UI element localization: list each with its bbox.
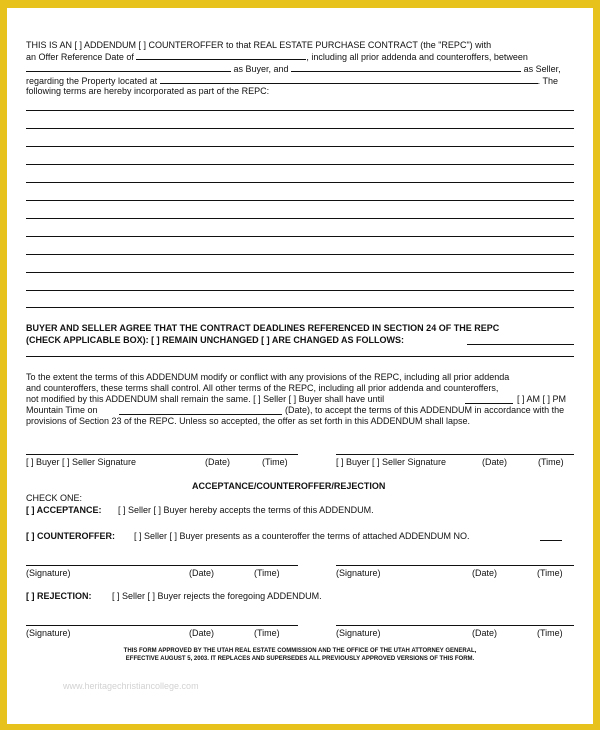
intro-line-1: THIS IS AN [ ] ADDENDUM [ ] COUNTEROFFER to that REAL ESTATE PURCHASE CONTRACT (the "REPC") with — [26, 40, 492, 50]
deadlines-line-1: BUYER AND SELLER AGREE THAT THE CONTRACT DEADLINES REFERENCED IN SECTION 24 OF THE REPC — [26, 323, 500, 333]
buyer-name-field[interactable] — [26, 63, 231, 72]
counteroffer-checkbox[interactable]: [ ] COUNTEROFFER: — [26, 531, 115, 541]
addendum-number-field[interactable] — [540, 540, 562, 541]
counteroffer-text: [ ] Seller [ ] Buyer presents as a counteroffer the terms of attached ADDENDUM NO. — [134, 531, 470, 541]
intro-line-2-suffix: , including all prior addenda and counteroffers, between — [306, 52, 528, 62]
addendum-form-page — [7, 8, 593, 724]
intro-line-5: following terms are hereby incorporated as part of the REPC: — [26, 86, 270, 96]
signature-line-right[interactable] — [336, 625, 574, 626]
signature-line-left[interactable] — [26, 454, 298, 455]
footer-line-1: THIS FORM APPROVED BY THE UTAH REAL ESTATE COMMISSION AND THE OFFICE OF THE UTAH ATTORNEY GENERAL, — [123, 648, 477, 654]
date-label: (Date) — [189, 628, 215, 638]
terms-line-4: (Date), to accept the terms of this ADDENDUM in accordance with the — [285, 405, 565, 415]
signature-line-right[interactable] — [336, 454, 574, 455]
date-label: (Date) — [472, 568, 498, 578]
date-label: (Date) — [472, 628, 498, 638]
rejection-text: [ ] Seller [ ] Buyer rejects the foregoing ADDENDUM. — [112, 591, 322, 601]
intro-line-3 — [26, 63, 561, 75]
buyer-label: as Buyer, and — [233, 64, 289, 74]
terms-line-3: not modified by this ADDENDUM shall remain the same. [ ] Seller [ ] Buyer shall have until — [26, 394, 385, 404]
date-label: (Date) — [189, 568, 215, 578]
signature-line-left[interactable] — [26, 565, 298, 566]
term-line[interactable] — [26, 128, 574, 129]
signature-label: (Signature) — [26, 568, 71, 578]
deadlines-change-field[interactable] — [467, 344, 574, 345]
signature-label: (Signature) — [336, 568, 381, 578]
date-label: (Date) — [482, 457, 508, 467]
term-line[interactable] — [26, 164, 574, 165]
time-label: (Time) — [538, 457, 564, 467]
term-line[interactable] — [26, 236, 574, 237]
terms-line-4-label: Mountain Time on — [26, 405, 98, 415]
acceptance-heading: ACCEPTANCE/COUNTEROFFER/REJECTION — [192, 481, 386, 491]
terms-line-5: provisions of Section 23 of the REPC. Unless so accepted, the offer as set forth in this ADDENDUM shall lapse. — [26, 416, 471, 426]
term-line[interactable] — [26, 218, 574, 219]
signature-label: (Signature) — [26, 628, 71, 638]
signature-line-left[interactable] — [26, 625, 298, 626]
terms-line-2: and counteroffers, these terms shall control. All other terms of the REPC, including all prior addenda and counteroffers, — [26, 383, 499, 393]
footer-line-2: EFFECTIVE AUGUST 5, 2003. IT REPLACES AND SUPERSEDES ALL PREVIOUSLY APPROVED VERSIONS OF THIS FORM. — [125, 656, 475, 662]
check-one-label: CHECK ONE: — [26, 493, 83, 503]
terms-line-1: To the extent the terms of this ADDENDUM modify or conflict with any provisions of the REPC, including all prior addenda — [26, 372, 510, 382]
deadlines-line-2: (CHECK APPLICABLE BOX): [ ] REMAIN UNCHANGED [ ] ARE CHANGED AS FOLLOWS: — [26, 335, 404, 345]
time-label: (Time) — [254, 628, 280, 638]
property-address-field[interactable] — [160, 75, 538, 84]
term-line[interactable] — [26, 307, 574, 308]
term-line[interactable] — [26, 200, 574, 201]
time-label: (Time) — [537, 568, 563, 578]
deadlines-change-line[interactable] — [26, 356, 574, 357]
deadline-date-field[interactable] — [119, 414, 282, 415]
watermark: www.heritagechristiancollege.com — [63, 681, 199, 691]
buyer-seller-signature-label-right: [ ] Buyer [ ] Seller Signature — [336, 457, 447, 467]
acceptance-checkbox[interactable]: [ ] ACCEPTANCE: — [26, 505, 102, 515]
seller-name-field[interactable] — [291, 63, 521, 72]
offer-date-field[interactable] — [136, 51, 306, 60]
property-label: regarding the Property located at — [26, 76, 158, 86]
am-pm-checkboxes[interactable]: [ ] AM [ ] PM — [517, 394, 567, 404]
term-line[interactable] — [26, 254, 574, 255]
signature-label: (Signature) — [336, 628, 381, 638]
time-label: (Time) — [537, 628, 563, 638]
term-line[interactable] — [26, 110, 574, 111]
time-label: (Time) — [254, 568, 280, 578]
intro-line-4-suffix: . The — [537, 76, 558, 86]
term-line[interactable] — [26, 272, 574, 273]
offer-date-label: an Offer Reference Date of — [26, 52, 134, 62]
seller-label: as Seller, — [523, 64, 561, 74]
time-label: (Time) — [262, 457, 288, 467]
term-line[interactable] — [26, 146, 574, 147]
buyer-seller-signature-label-left: [ ] Buyer [ ] Seller Signature — [26, 457, 137, 467]
rejection-checkbox[interactable]: [ ] REJECTION: — [26, 591, 92, 601]
signature-line-right[interactable] — [336, 565, 574, 566]
term-line[interactable] — [26, 290, 574, 291]
acceptance-text: [ ] Seller [ ] Buyer hereby accepts the terms of this ADDENDUM. — [118, 505, 374, 515]
deadline-time-field[interactable] — [465, 403, 513, 404]
date-label: (Date) — [205, 457, 231, 467]
term-line[interactable] — [26, 182, 574, 183]
intro-line-2 — [26, 51, 528, 63]
